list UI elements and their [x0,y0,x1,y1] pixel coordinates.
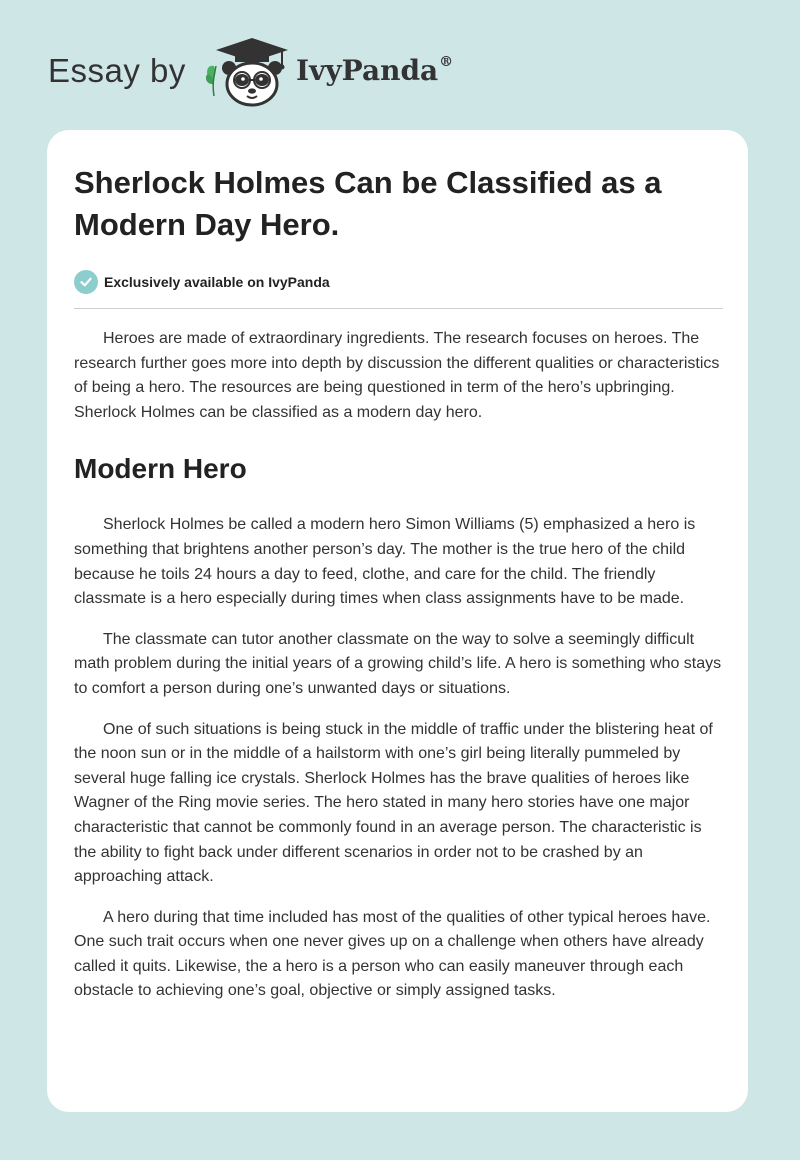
essay-card [47,130,748,1112]
exclusive-badge [74,268,724,296]
body-paragraph: A hero during that time included has most of the qualities of other typical heroes have. One such trait occurs when one never gives up on a challenge when others have already called it quits. Likewise, the a hero is a person who can easily maneuver through each obstacle to achieving one’s goal, objective or simply assigned tasks. [74,908,711,1000]
essay-content [74,162,724,1004]
divider [74,308,723,309]
brand-name[interactable]: IvyPanda® [296,54,454,87]
registered-mark: ® [439,54,454,70]
body-paragraph: The classmate can tutor another classmate on the way to solve a seemingly difficult math problem during the initial years of a growing child’s life. A hero is something who stays to comfort a person during one’s unwanted days or situations. [74,630,722,697]
check-icon [74,270,98,294]
section-heading: Modern Hero [74,453,247,485]
intro-paragraph: Heroes are made of extraordinary ingredients. The research focuses on heroes. The research further goes more into depth by discussion the different qualities or characteristics of being a hero. The resources are being questioned in term of the hero’s upbringing. Sherlock Holmes can be classified as a modern day hero. [74,330,720,421]
body-paragraph: One of such situations is being stuck in the middle of traffic under the blistering heat of the noon sun or in the middle of a hailstorm with one’s girl being literally pummeled by several huge falling ice crystals. Sherlock Holmes has the brave qualities of heroes like Wagner of the Ring movie series. The hero stated in many hero stories have one major characteristic that cannot be commonly found in an average person. The characteristic is the ability to fight back under different scenarios in order not to be crashed by an approaching attack. [74,720,713,886]
exclusive-text: Exclusively available on IvyPanda [104,274,330,290]
panda-logo-icon[interactable] [202,36,292,108]
body-paragraph: Sherlock Holmes be called a modern hero Simon Williams (5) emphasized a hero is something that brightens another person’s day. The mother is the true hero of the child because he toils 24 hours a day to feed, clothe, and care for the child. The friendly classmate is a hero especially during times when class assignments have to be made. [74,516,696,608]
site-header [48,36,648,108]
essay-by-label: Essay by [48,52,186,89]
essay-title: Sherlock Holmes Can be Classified as a Modern Day Hero. [74,165,662,242]
